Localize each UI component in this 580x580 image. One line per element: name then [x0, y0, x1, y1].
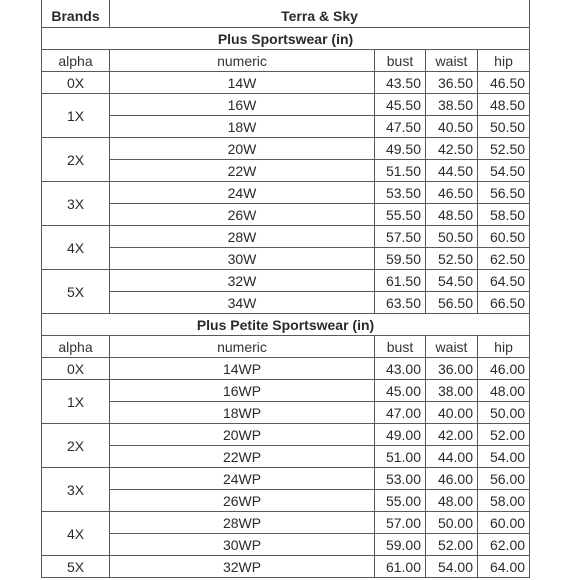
table-row — [42, 534, 530, 556]
hip-cell: 58.50 — [478, 204, 530, 226]
alpha-size-cell: 3X — [42, 182, 110, 226]
table-row — [42, 248, 530, 270]
table-row — [42, 402, 530, 424]
bust-cell: 63.50 — [375, 292, 426, 314]
waist-cell: 54.00 — [426, 556, 478, 578]
waist-cell: 48.00 — [426, 490, 478, 512]
table-row — [42, 182, 530, 204]
waist-cell: 50.50 — [426, 226, 478, 248]
waist-cell: 54.50 — [426, 270, 478, 292]
table-row — [42, 138, 530, 160]
hip-cell: 62.50 — [478, 248, 530, 270]
alpha-size-cell: 3X — [42, 468, 110, 512]
bust-cell: 53.00 — [375, 468, 426, 490]
bust-cell: 59.00 — [375, 534, 426, 556]
hip-cell: 64.00 — [478, 556, 530, 578]
brand-name-text: Terra & Sky — [281, 7, 358, 24]
alpha-size-cell: 2X — [42, 138, 110, 182]
bust-cell: 57.00 — [375, 512, 426, 534]
hip-cell: 48.00 — [478, 380, 530, 402]
table-row — [42, 490, 530, 512]
alpha-size-cell: 4X — [42, 226, 110, 270]
hip-cell: 58.00 — [478, 490, 530, 512]
table-row — [42, 270, 530, 292]
alpha-size-cell: 5X — [42, 270, 110, 314]
bust-cell: 51.00 — [375, 446, 426, 468]
column-header-alpha: alpha — [42, 336, 110, 358]
numeric-size-cell: 34W — [110, 292, 375, 314]
waist-cell: 48.50 — [426, 204, 478, 226]
table-title: Plus Petite Sportswear (in) — [42, 314, 530, 336]
numeric-size-cell: 32W — [110, 270, 375, 292]
alpha-size-cell: 4X — [42, 512, 110, 556]
hip-cell: 54.00 — [478, 446, 530, 468]
column-header-hip: hip — [478, 336, 530, 358]
waist-cell: 42.00 — [426, 424, 478, 446]
numeric-size-cell: 16WP — [110, 380, 375, 402]
waist-cell: 36.50 — [426, 72, 478, 94]
hip-cell: 46.00 — [478, 358, 530, 380]
table-row — [42, 512, 530, 534]
table-row — [42, 116, 530, 138]
table-row — [42, 94, 530, 116]
column-header-waist: waist — [426, 50, 478, 72]
numeric-size-cell: 30W — [110, 248, 375, 270]
size-chart-body — [42, 0, 530, 578]
numeric-size-cell: 14WP — [110, 358, 375, 380]
hip-cell: 52.00 — [478, 424, 530, 446]
bust-cell: 55.00 — [375, 490, 426, 512]
waist-cell: 56.50 — [426, 292, 478, 314]
hip-cell: 56.00 — [478, 468, 530, 490]
column-header-waist: waist — [426, 336, 478, 358]
table-row — [42, 292, 530, 314]
column-header-numeric: numeric — [110, 336, 375, 358]
waist-cell: 40.00 — [426, 402, 478, 424]
waist-cell: 38.50 — [426, 94, 478, 116]
bust-cell: 61.50 — [375, 270, 426, 292]
column-header-row — [42, 50, 530, 72]
waist-cell: 46.00 — [426, 468, 478, 490]
numeric-size-cell: 14W — [110, 72, 375, 94]
bust-cell: 47.50 — [375, 116, 426, 138]
alpha-size-cell: 1X — [42, 380, 110, 424]
hip-cell: 66.50 — [478, 292, 530, 314]
table-title: Plus Sportswear (in) — [42, 28, 530, 50]
bust-cell: 55.50 — [375, 204, 426, 226]
table-row — [42, 556, 530, 578]
numeric-size-cell: 16W — [110, 94, 375, 116]
bust-cell: 61.00 — [375, 556, 426, 578]
numeric-size-cell: 26W — [110, 204, 375, 226]
hip-cell: 54.50 — [478, 160, 530, 182]
numeric-size-cell: 18WP — [110, 402, 375, 424]
column-header-alpha: alpha — [42, 50, 110, 72]
bust-cell: 49.50 — [375, 138, 426, 160]
bust-cell: 43.50 — [375, 72, 426, 94]
bust-cell: 53.50 — [375, 182, 426, 204]
alpha-size-cell: 5X — [42, 556, 110, 578]
hip-cell: 50.50 — [478, 116, 530, 138]
bust-cell: 49.00 — [375, 424, 426, 446]
waist-cell: 38.00 — [426, 380, 478, 402]
table-row — [42, 424, 530, 446]
numeric-size-cell: 20WP — [110, 424, 375, 446]
hip-cell: 56.50 — [478, 182, 530, 204]
table-row — [42, 72, 530, 94]
hip-cell: 60.00 — [478, 512, 530, 534]
waist-cell: 44.50 — [426, 160, 478, 182]
brand-header-row — [42, 0, 530, 28]
bust-cell: 59.50 — [375, 248, 426, 270]
alpha-size-cell: 1X — [42, 94, 110, 138]
table-title-row — [42, 314, 530, 336]
column-header-numeric: numeric — [110, 50, 375, 72]
table-row — [42, 468, 530, 490]
bust-cell: 57.50 — [375, 226, 426, 248]
table-row — [42, 358, 530, 380]
hip-cell: 48.50 — [478, 94, 530, 116]
waist-cell: 52.50 — [426, 248, 478, 270]
brands-label — [42, 0, 110, 28]
column-header-row — [42, 336, 530, 358]
numeric-size-cell: 28WP — [110, 512, 375, 534]
numeric-size-cell: 20W — [110, 138, 375, 160]
waist-cell: 44.00 — [426, 446, 478, 468]
table-row — [42, 226, 530, 248]
waist-cell: 50.00 — [426, 512, 478, 534]
column-header-bust: bust — [375, 336, 426, 358]
numeric-size-cell: 32WP — [110, 556, 375, 578]
waist-cell: 46.50 — [426, 182, 478, 204]
hip-cell: 52.50 — [478, 138, 530, 160]
alpha-size-cell: 0X — [42, 358, 110, 380]
column-header-hip: hip — [478, 50, 530, 72]
table-row — [42, 380, 530, 402]
hip-cell: 50.00 — [478, 402, 530, 424]
waist-cell: 36.00 — [426, 358, 478, 380]
bust-cell: 47.00 — [375, 402, 426, 424]
brand-name — [110, 0, 530, 28]
hip-cell: 64.50 — [478, 270, 530, 292]
size-chart-table — [41, 0, 530, 578]
hip-cell: 46.50 — [478, 72, 530, 94]
table-row — [42, 204, 530, 226]
hip-cell: 60.50 — [478, 226, 530, 248]
numeric-size-cell: 18W — [110, 116, 375, 138]
numeric-size-cell: 30WP — [110, 534, 375, 556]
table-row — [42, 160, 530, 182]
numeric-size-cell: 26WP — [110, 490, 375, 512]
numeric-size-cell: 24W — [110, 182, 375, 204]
waist-cell: 40.50 — [426, 116, 478, 138]
table-title-row — [42, 28, 530, 50]
waist-cell: 52.00 — [426, 534, 478, 556]
waist-cell: 42.50 — [426, 138, 478, 160]
table-row — [42, 446, 530, 468]
numeric-size-cell: 28W — [110, 226, 375, 248]
bust-cell: 51.50 — [375, 160, 426, 182]
alpha-size-cell: 2X — [42, 424, 110, 468]
hip-cell: 62.00 — [478, 534, 530, 556]
column-header-bust: bust — [375, 50, 426, 72]
bust-cell: 43.00 — [375, 358, 426, 380]
brands-label-text: Brands — [51, 7, 100, 24]
bust-cell: 45.00 — [375, 380, 426, 402]
bust-cell: 45.50 — [375, 94, 426, 116]
numeric-size-cell: 24WP — [110, 468, 375, 490]
alpha-size-cell: 0X — [42, 72, 110, 94]
numeric-size-cell: 22W — [110, 160, 375, 182]
numeric-size-cell: 22WP — [110, 446, 375, 468]
